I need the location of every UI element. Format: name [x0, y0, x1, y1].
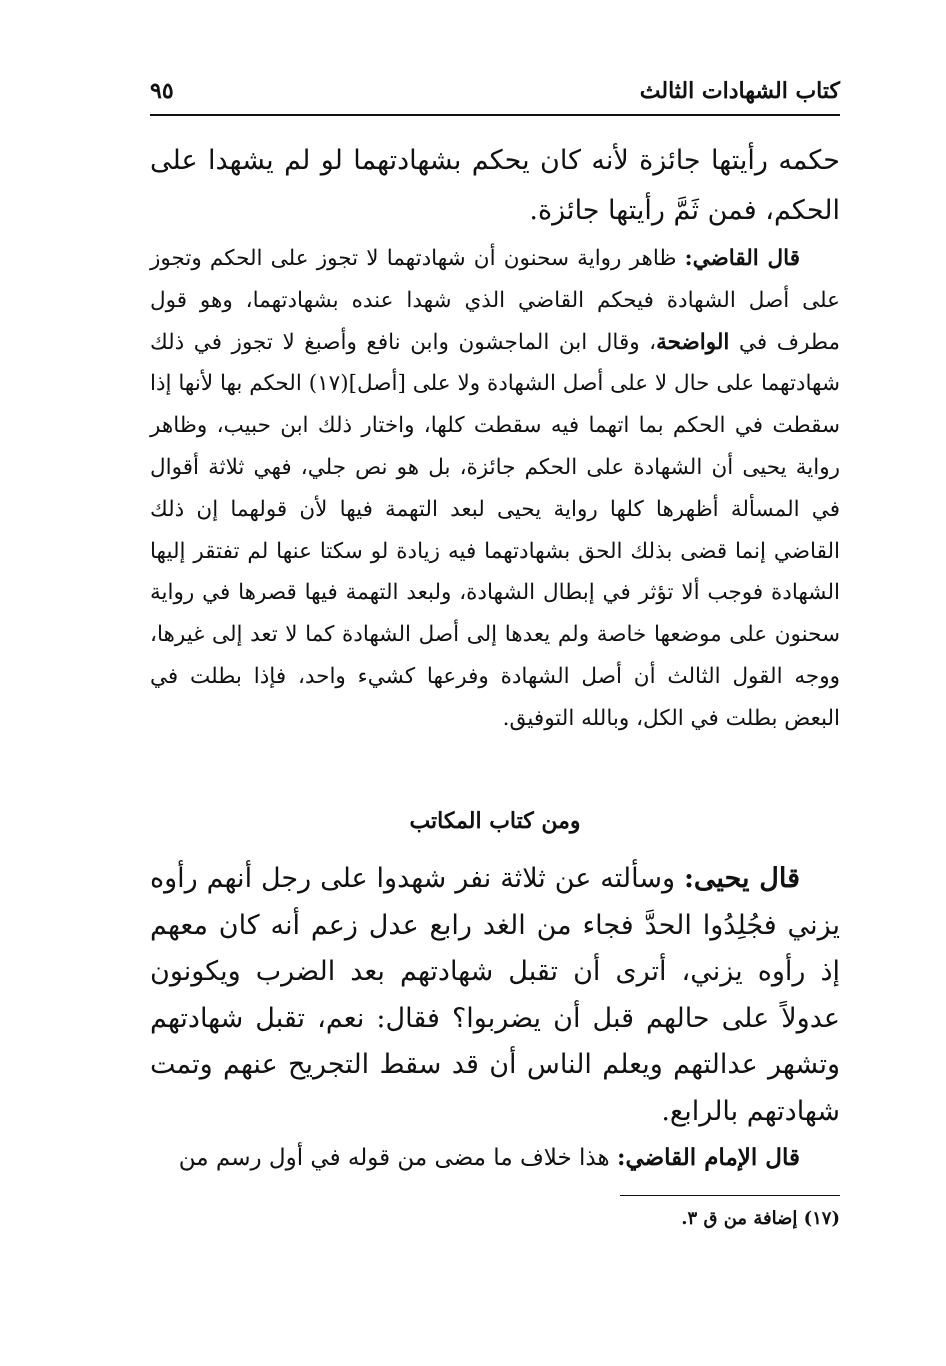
paragraph-2-text-c: الحكم بها لأنها إذا سقطت في الحكم بما اتهما فيه سقطت كلها، واختار ذلك ابن حبيب، وظاهر رواية يحيى أن الشهادة على الحكم جائزة، بل هو نص جلي، فهي ثلاثة أقوال في المسألة أظهرها كلها رواية يحيى لبعد التهمة فيها لأن قولهما إن ذلك القاضي إنما قضى بذلك الحق بشهادتهما فيه زيادة لو سكتا عنها لم تفتقر إليها الشهادة فوجب ألا تؤثر في إبطال الشهادة، ولبعد التهمة فيها قصرها في رواية سحنون على موضعها خاصة ولم يعدها إلى أصل الشهادة كما لا تعد إلى غيرها، ووجه القول الثالث أن أصل الشهادة وفرعها كشيء واحد، فإذا بطلت في البعض بطلت في الكل، وبالله التوفيق. — [150, 371, 840, 731]
paragraph-4-text: هذا خلاف ما مضى من قوله في أول رسم من — [178, 1145, 617, 1171]
paragraph-2-book-title: الواضحة — [656, 329, 730, 355]
paragraph-3 — [150, 856, 840, 1135]
footnote-rule — [620, 1195, 840, 1196]
page-header — [150, 72, 840, 112]
page-number: ٩٥ — [150, 78, 174, 104]
paragraph-2-text-a: ظاهر رواية سحنون أن شهادتهما لا تجوز على الحكم وتجوز على أصل الشهادة فيحكم القاضي الذي شهدا عنده بشهادتهما، وهو قول مطرف في — [150, 246, 841, 355]
footnote: (١٧) إضافة من ق ٣. — [681, 1208, 840, 1229]
section-heading: ومن كتاب المكاتب — [409, 808, 581, 834]
paragraph-3-text: وسألته عن ثلاثة نفر شهدوا على رجل أنهم رأوه يزني فجُلِدُوا الحدَّ فجاء من الغد رابع عدل زعم أنه كان معهم إذ رأوه يزني، أترى أن تقبل شهادتهم بعد الضرب ويكونون عدولاً على حالهم قبل أن يضربوا؟ فقال: نعم، تقبل شهادتهم وتشهر عدالتهم ويعلم الناس أن قد سقط التجريح عنهم وتمت شهادتهم بالرابع. — [150, 863, 840, 1127]
paragraph-1-text: حكمه رأيتها جائزة لأنه كان يحكم بشهادتهما لو لم يشهدا على الحكم، فمن ثَمَّ رأيتها جائزة. — [150, 145, 840, 226]
paragraph-2-text-b: ، وقال ابن الماجشون وابن نافع وأصبغ لا تجوز في ذلك شهادتهما على حال لا على أصل الشهادة ولا على [أصل] — [150, 329, 840, 397]
paragraph-3-speaker: قال يحيى: — [683, 863, 800, 894]
running-head: كتاب الشهادات الثالث — [639, 78, 840, 104]
paragraph-4 — [150, 1136, 840, 1180]
paragraph-2 — [150, 238, 840, 740]
paragraph-4-speaker: قال الإمام القاضي: — [616, 1144, 800, 1171]
footnote-reference: (١٧) — [308, 371, 349, 397]
paragraph-1 — [150, 136, 840, 236]
paragraph-2-speaker: قال القاضي: — [684, 246, 800, 271]
header-rule — [150, 114, 840, 116]
